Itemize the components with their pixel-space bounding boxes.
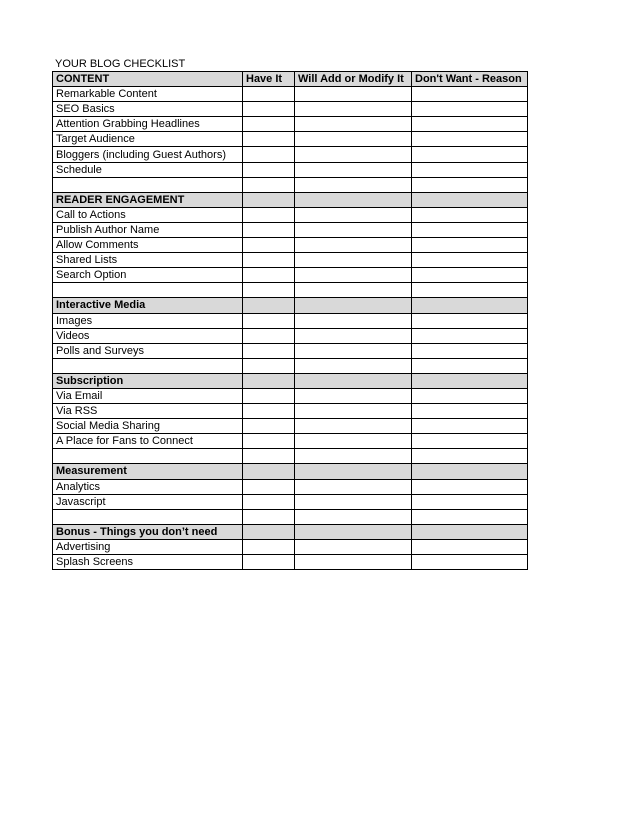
dont-want-reason-cell[interactable] (412, 207, 528, 222)
checklist-row (53, 313, 528, 328)
will-add-cell[interactable] (295, 207, 412, 222)
dont-want-reason-cell[interactable] (412, 117, 528, 132)
dont-want-reason-cell[interactable] (412, 404, 528, 419)
column-header-dont-want: Don't Want - Reason (412, 72, 528, 87)
will-add-cell[interactable] (295, 132, 412, 147)
will-add-cell[interactable] (295, 162, 412, 177)
row-label: Allow Comments (53, 238, 243, 253)
have-it-cell[interactable] (243, 539, 295, 554)
checklist-row (53, 479, 528, 494)
will-add-cell[interactable] (295, 253, 412, 268)
section-header-row (53, 298, 528, 313)
section-title: Measurement (53, 464, 243, 479)
row-label: Target Audience (53, 132, 243, 147)
have-it-cell[interactable] (243, 449, 295, 464)
will-add-cell[interactable] (295, 358, 412, 373)
have-it-cell[interactable] (243, 132, 295, 147)
have-it-cell[interactable] (243, 162, 295, 177)
will-add-cell[interactable] (295, 313, 412, 328)
dont-want-reason-cell[interactable] (412, 253, 528, 268)
row-label: Social Media Sharing (53, 419, 243, 434)
have-it-cell[interactable] (243, 222, 295, 237)
section-title: Subscription (53, 373, 243, 388)
checklist-row (53, 222, 528, 237)
have-it-cell[interactable] (243, 419, 295, 434)
dont-want-reason-cell[interactable] (412, 449, 528, 464)
blank-row (53, 358, 528, 373)
checklist-row (53, 162, 528, 177)
row-label: Shared Lists (53, 253, 243, 268)
checklist-row (53, 253, 528, 268)
have-it-cell[interactable] (243, 509, 295, 524)
have-it-cell[interactable] (243, 238, 295, 253)
have-it-cell[interactable] (243, 268, 295, 283)
will-add-cell[interactable] (295, 343, 412, 358)
row-label (53, 283, 243, 298)
will-add-cell[interactable] (295, 555, 412, 570)
have-it-cell[interactable] (243, 358, 295, 373)
will-add-cell[interactable] (295, 283, 412, 298)
have-it-cell[interactable] (243, 147, 295, 162)
row-label: Analytics (53, 479, 243, 494)
will-add-cell[interactable] (295, 102, 412, 117)
will-add-cell[interactable] (295, 388, 412, 403)
have-it-cell[interactable] (243, 434, 295, 449)
dont-want-reason-cell[interactable] (412, 479, 528, 494)
have-it-cell[interactable] (243, 253, 295, 268)
column-header-will-add: Will Add or Modify It (295, 72, 412, 87)
dont-want-reason-cell[interactable] (412, 268, 528, 283)
dont-want-reason-cell[interactable] (412, 464, 528, 479)
checklist-row (53, 328, 528, 343)
dont-want-reason-cell[interactable] (412, 434, 528, 449)
row-label: Attention Grabbing Headlines (53, 117, 243, 132)
have-it-cell[interactable] (243, 343, 295, 358)
have-it-cell[interactable] (243, 404, 295, 419)
dont-want-reason-cell[interactable] (412, 358, 528, 373)
section-header-row (53, 524, 528, 539)
checklist-row (53, 147, 528, 162)
will-add-cell[interactable] (295, 268, 412, 283)
section-title: Interactive Media (53, 298, 243, 313)
have-it-cell[interactable] (243, 192, 295, 207)
row-label (53, 509, 243, 524)
have-it-cell[interactable] (243, 494, 295, 509)
dont-want-reason-cell[interactable] (412, 298, 528, 313)
row-label: Remarkable Content (53, 87, 243, 102)
row-label (53, 177, 243, 192)
row-label: Search Option (53, 268, 243, 283)
will-add-cell[interactable] (295, 147, 412, 162)
document-title: YOUR BLOG CHECKLIST (55, 58, 186, 70)
dont-want-reason-cell[interactable] (412, 87, 528, 102)
checklist-row (53, 434, 528, 449)
section-title: READER ENGAGEMENT (53, 192, 243, 207)
row-label: Bloggers (including Guest Authors) (53, 147, 243, 162)
row-label (53, 449, 243, 464)
will-add-cell[interactable] (295, 434, 412, 449)
row-label: Via RSS (53, 404, 243, 419)
dont-want-reason-cell[interactable] (412, 283, 528, 298)
have-it-cell[interactable] (243, 207, 295, 222)
section-header-row (53, 464, 528, 479)
dont-want-reason-cell[interactable] (412, 162, 528, 177)
will-add-cell[interactable] (295, 419, 412, 434)
row-label: Call to Actions (53, 207, 243, 222)
will-add-cell[interactable] (295, 177, 412, 192)
have-it-cell[interactable] (243, 117, 295, 132)
checklist-row (53, 555, 528, 570)
will-add-cell[interactable] (295, 238, 412, 253)
dont-want-reason-cell[interactable] (412, 419, 528, 434)
column-header-content: CONTENT (53, 72, 243, 87)
row-label: Publish Author Name (53, 222, 243, 237)
have-it-cell[interactable] (243, 388, 295, 403)
dont-want-reason-cell[interactable] (412, 539, 528, 554)
will-add-cell[interactable] (295, 117, 412, 132)
row-label: Via Email (53, 388, 243, 403)
blank-row (53, 509, 528, 524)
checklist-row (53, 343, 528, 358)
will-add-cell[interactable] (295, 222, 412, 237)
dont-want-reason-cell[interactable] (412, 494, 528, 509)
have-it-cell[interactable] (243, 479, 295, 494)
dont-want-reason-cell[interactable] (412, 343, 528, 358)
row-label: Images (53, 313, 243, 328)
row-label: Videos (53, 328, 243, 343)
have-it-cell[interactable] (243, 177, 295, 192)
dont-want-reason-cell[interactable] (412, 222, 528, 237)
will-add-cell[interactable] (295, 464, 412, 479)
checklist-row (53, 132, 528, 147)
dont-want-reason-cell[interactable] (412, 509, 528, 524)
checklist-row (53, 388, 528, 403)
have-it-cell[interactable] (243, 524, 295, 539)
blank-row (53, 449, 528, 464)
blank-row (53, 177, 528, 192)
checklist-row (53, 268, 528, 283)
checklist-row (53, 207, 528, 222)
row-label: A Place for Fans to Connect (53, 434, 243, 449)
will-add-cell[interactable] (295, 404, 412, 419)
dont-want-reason-cell[interactable] (412, 328, 528, 343)
section-header-row (53, 373, 528, 388)
dont-want-reason-cell[interactable] (412, 373, 528, 388)
dont-want-reason-cell[interactable] (412, 132, 528, 147)
have-it-cell[interactable] (243, 298, 295, 313)
dont-want-reason-cell[interactable] (412, 147, 528, 162)
row-label: Javascript (53, 494, 243, 509)
column-header-have-it: Have It (243, 72, 295, 87)
will-add-cell[interactable] (295, 539, 412, 554)
will-add-cell[interactable] (295, 509, 412, 524)
dont-want-reason-cell[interactable] (412, 238, 528, 253)
checklist-row (53, 539, 528, 554)
have-it-cell[interactable] (243, 555, 295, 570)
checklist-row (53, 87, 528, 102)
row-label: Splash Screens (53, 555, 243, 570)
dont-want-reason-cell[interactable] (412, 102, 528, 117)
row-label: Polls and Surveys (53, 343, 243, 358)
have-it-cell[interactable] (243, 464, 295, 479)
dont-want-reason-cell[interactable] (412, 177, 528, 192)
will-add-cell[interactable] (295, 479, 412, 494)
will-add-cell[interactable] (295, 192, 412, 207)
have-it-cell[interactable] (243, 283, 295, 298)
will-add-cell[interactable] (295, 298, 412, 313)
checklist-row (53, 117, 528, 132)
have-it-cell[interactable] (243, 373, 295, 388)
dont-want-reason-cell[interactable] (412, 388, 528, 403)
have-it-cell[interactable] (243, 328, 295, 343)
row-label: Advertising (53, 539, 243, 554)
dont-want-reason-cell[interactable] (412, 313, 528, 328)
checklist-row (53, 102, 528, 117)
row-label: Schedule (53, 162, 243, 177)
will-add-cell[interactable] (295, 328, 412, 343)
will-add-cell[interactable] (295, 494, 412, 509)
header-row (53, 72, 528, 87)
row-label: SEO Basics (53, 102, 243, 117)
dont-want-reason-cell[interactable] (412, 555, 528, 570)
will-add-cell[interactable] (295, 449, 412, 464)
row-label (53, 358, 243, 373)
have-it-cell[interactable] (243, 313, 295, 328)
will-add-cell[interactable] (295, 87, 412, 102)
dont-want-reason-cell[interactable] (412, 524, 528, 539)
blank-row (53, 283, 528, 298)
dont-want-reason-cell[interactable] (412, 192, 528, 207)
section-title: Bonus - Things you don’t need (53, 524, 243, 539)
will-add-cell[interactable] (295, 524, 412, 539)
checklist-row (53, 494, 528, 509)
have-it-cell[interactable] (243, 102, 295, 117)
will-add-cell[interactable] (295, 373, 412, 388)
have-it-cell[interactable] (243, 87, 295, 102)
section-header-row (53, 192, 528, 207)
checklist-row (53, 404, 528, 419)
checklist-row (53, 238, 528, 253)
checklist-table (52, 71, 528, 570)
checklist-row (53, 419, 528, 434)
